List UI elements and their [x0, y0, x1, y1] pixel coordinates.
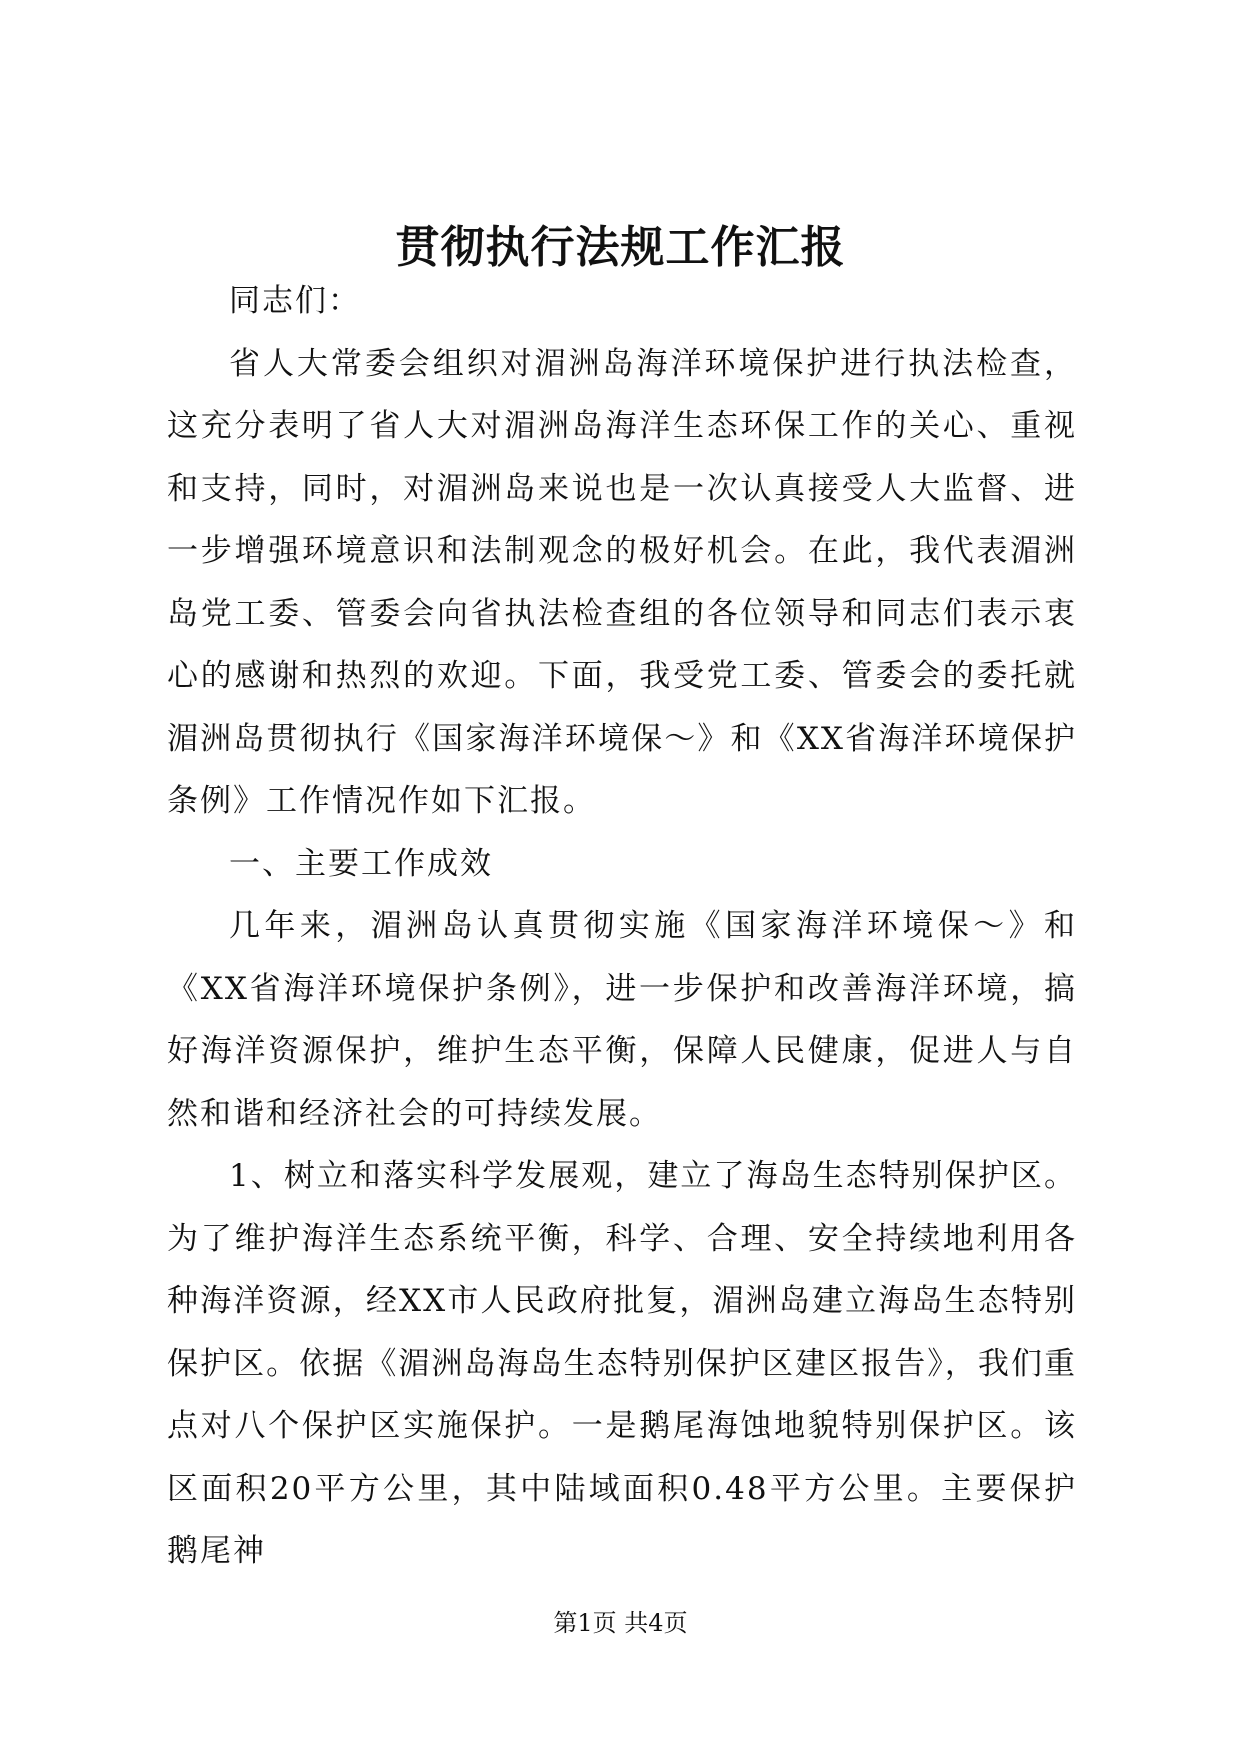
document-title: 贯彻执行法规工作汇报	[395, 222, 846, 273]
body-paragraph: 1、树立和落实科学发展观，建立了海岛生态特别保护区。为了维护海洋生态系统平衡，科学、合理、安全持续地利用各种海洋资源，经XX市人民政府批复，湄洲岛建立海岛生态特别保护区。依据《湄洲岛海岛生态特别保护区建区报告》，我们重点对八个保护区实施保护。一是鹅尾海蚀地貌特别保护区。该区面积20平方公里，其中陆域面积0.48平方公里。主要保护鹅尾神	[167, 1158, 1077, 1569]
section-heading: 一、主要工作成效	[229, 845, 493, 882]
intro-paragraph: 省人大常委会组织对湄洲岛海洋环境保护进行执法检查，这充分表明了省人大对湄洲岛海洋生态环保工作的关心、重视和支持，同时，对湄洲岛来说也是一次认真接受人大监督、进一步增强环境意识和法制观念的极好机会。在此，我代表湄洲岛党工委、管委会向省执法检查组的各位领导和同志们表示衷心的感谢和热烈的欢迎。下面，我受党工委、管委会的委托就湄洲岛贯彻执行《国家海洋环境保～》和《XX省海洋环境保护条例》工作情况作如下汇报。	[167, 345, 1077, 819]
salutation-paragraph: 同志们：	[229, 283, 361, 319]
page-number-footer: 第1页 共4页	[553, 1609, 688, 1637]
document-body	[167, 270, 1077, 1583]
body-paragraph: 几年来，湄洲岛认真贯彻实施《国家海洋环境保～》和《XX省海洋环境保护条例》，进一步保护和改善海洋环境，搞好海洋资源保护，维护生态平衡，保障人民健康，促进人与自然和谐和经济社会的可持续发展。	[167, 908, 1077, 1132]
